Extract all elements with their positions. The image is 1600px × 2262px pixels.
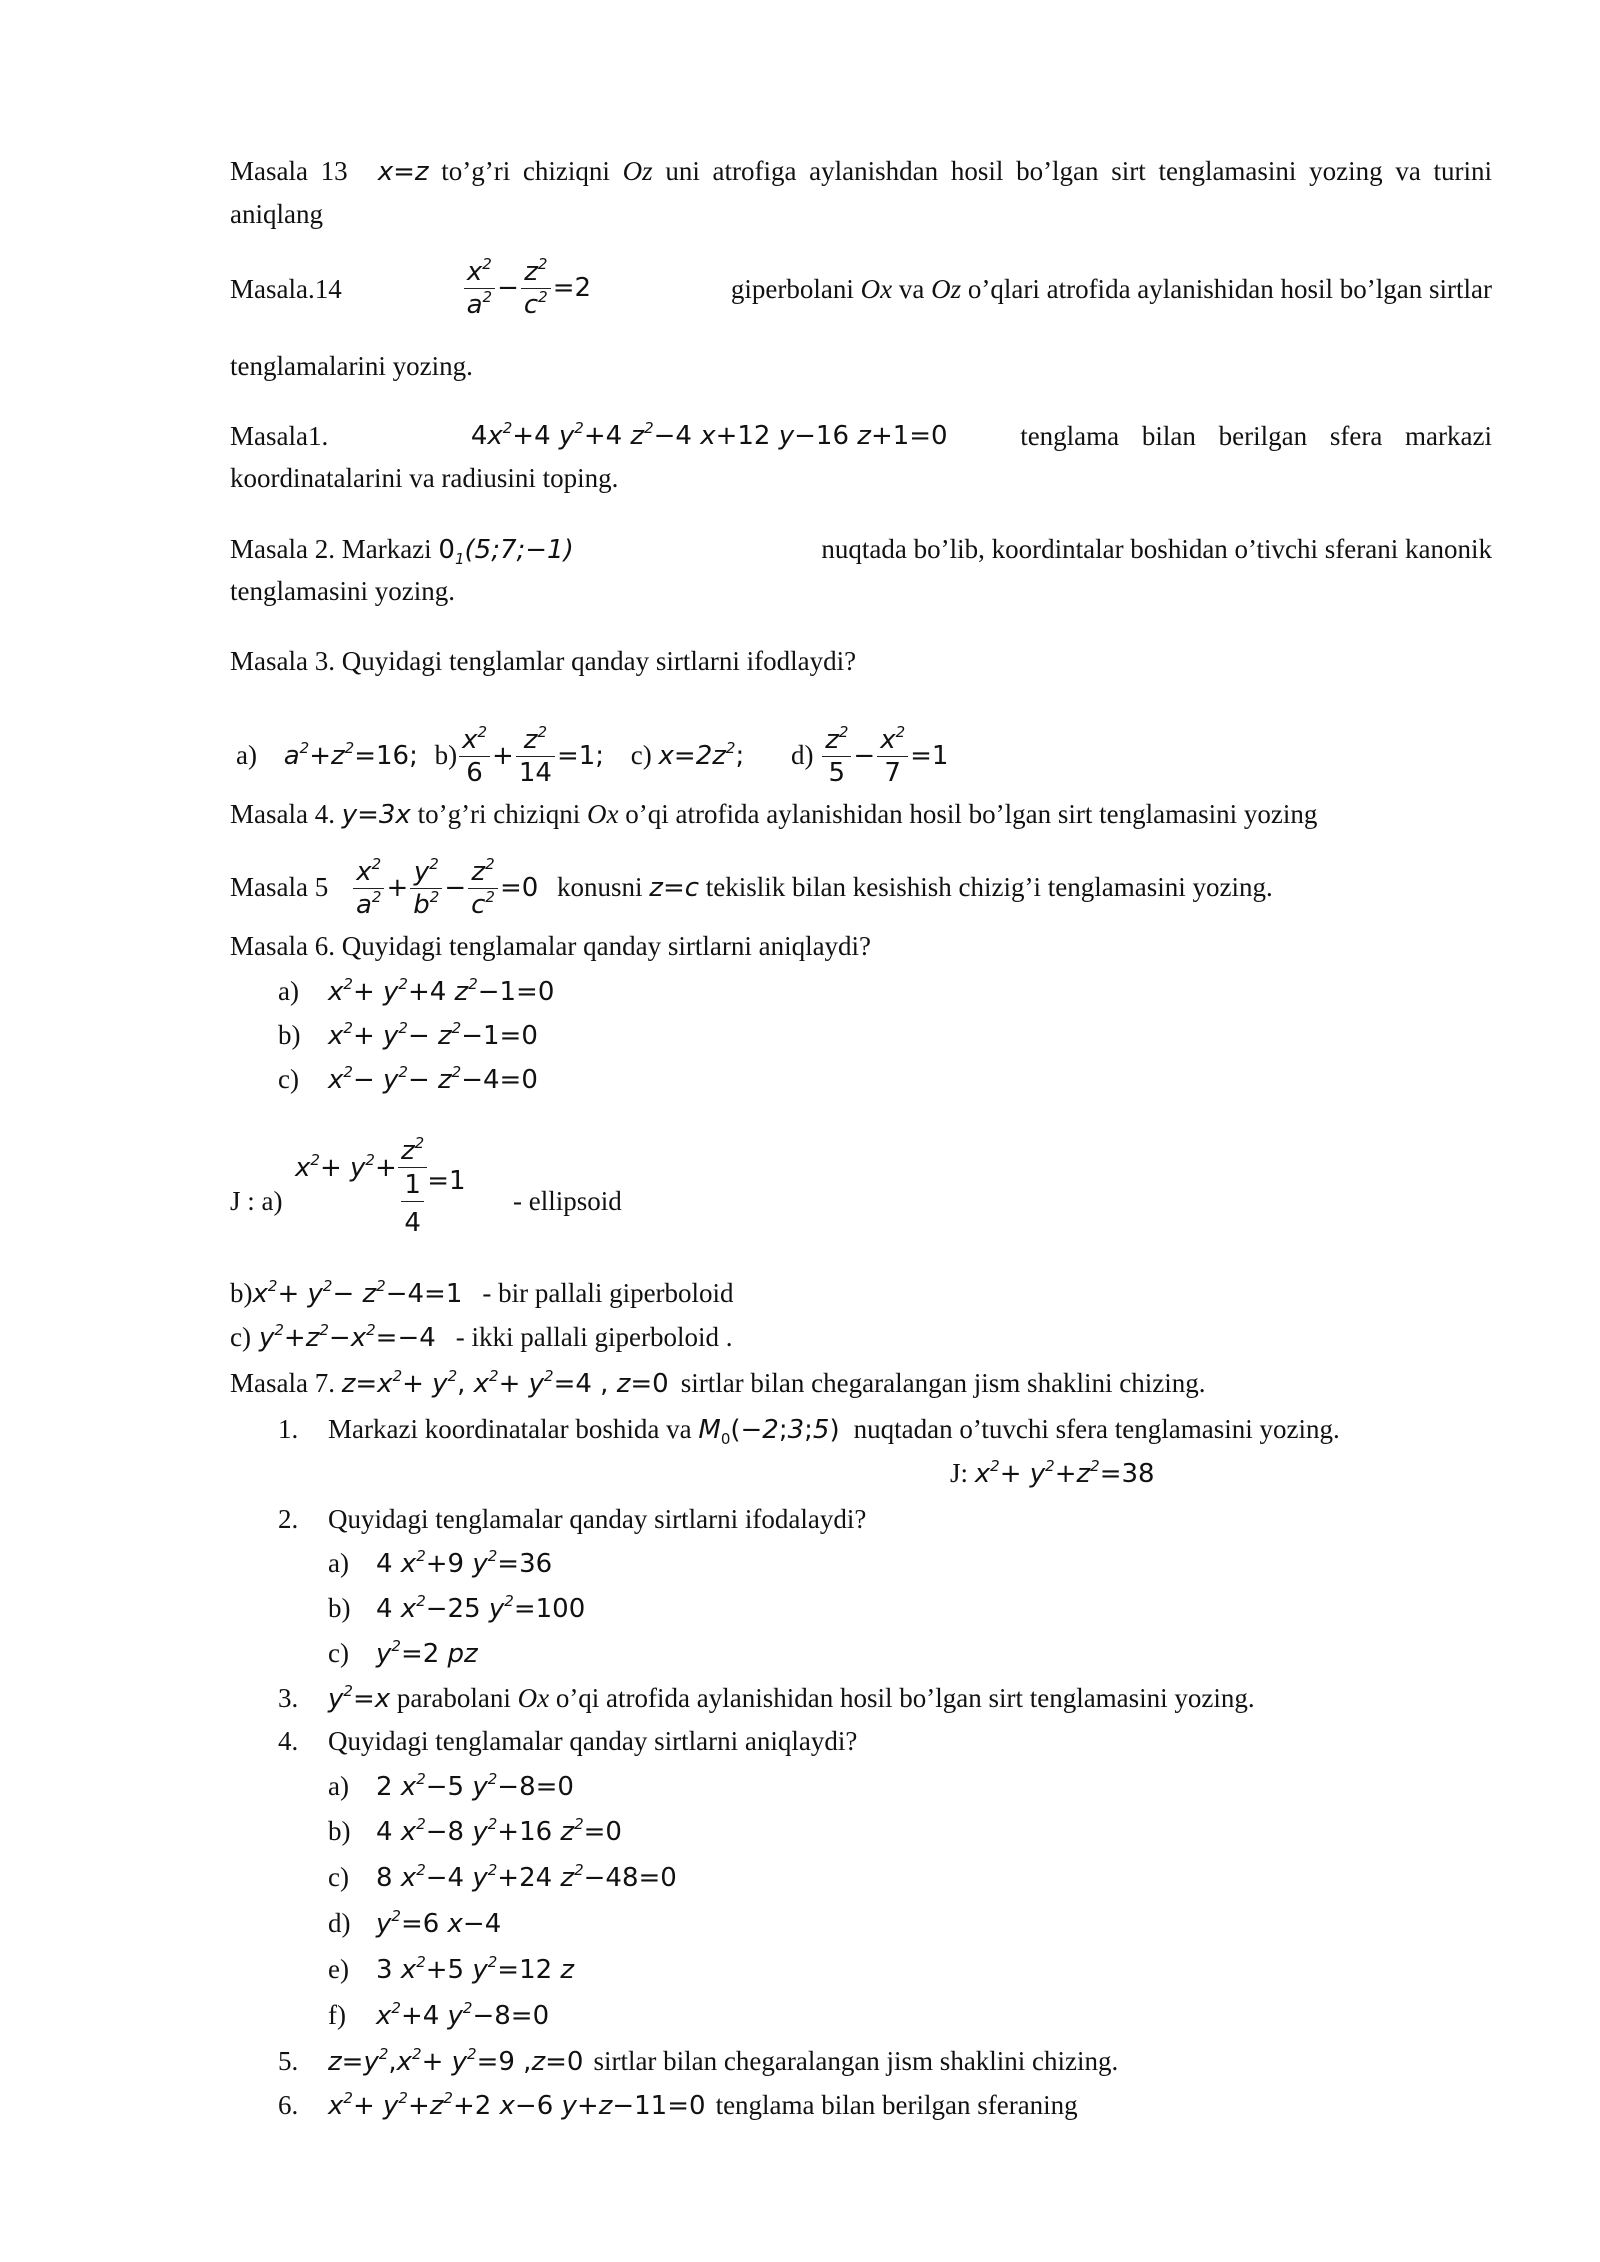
answer-a-fraction: $z^2$ 1 4 =1	[398, 1138, 466, 1236]
equation: $x^2+ y^2+4$ $z^2-1=0$	[328, 975, 555, 1007]
item-label: e)	[328, 1954, 349, 1984]
text: tenglama bilan berilgan sfera markazi	[1020, 421, 1492, 451]
item-label: b)	[328, 1593, 351, 1623]
text: Quyidagi tenglamalar qanday sirtlarni ifodalaydi?	[328, 1504, 867, 1534]
axis-name: Ox	[587, 799, 619, 829]
axis-name: Ox	[517, 1683, 550, 1713]
list-item-4f	[328, 1994, 549, 2037]
item-label: b)	[278, 1020, 301, 1050]
text: o’qlari atrofida aylanishidan hosil bo’lgan sirtlar	[961, 273, 1492, 304]
problem-13	[230, 150, 1492, 235]
text: parabolani	[390, 1683, 518, 1713]
equation: $\frac{x^2}{a^2}$ + $\frac{y^2}{b^2}$ − $\frac{z^2}{c^2}$ =0	[351, 873, 538, 903]
text: to’g’ri chiziqni	[410, 799, 588, 829]
center-point: $0_1(5;7;-1)$	[438, 535, 574, 568]
equation-tail: =2	[552, 273, 592, 303]
equation-tail: =1;	[556, 741, 605, 771]
list-item-2a	[328, 1542, 552, 1585]
item-label: b)	[230, 1278, 253, 1308]
text: sirtlar bilan chegaralangan jism shaklini chizing.	[680, 1368, 1206, 1398]
list-item-4	[278, 1720, 857, 1762]
item-label: d)	[790, 740, 814, 770]
equation: y=3x	[341, 800, 411, 830]
problem-label: Masala 7.	[230, 1368, 342, 1398]
list-item-1-answer	[950, 1452, 1155, 1495]
problem-1	[230, 415, 1492, 457]
text: nuqtadan o’tuvchi sfera tenglamasini yozing.	[853, 1414, 1340, 1444]
equation: z=c	[649, 873, 700, 903]
problem-label: Masala 5	[230, 872, 329, 902]
problem-label: Masala 13	[230, 156, 348, 186]
item-label: a)	[328, 1548, 349, 1578]
equation: $x^2+ y^2+z^2=38$	[974, 1457, 1155, 1489]
item-label: a)	[278, 976, 299, 1006]
answer-label: J:	[950, 1458, 969, 1488]
equation-tail: =1	[910, 741, 949, 771]
problem-14-line2: tenglamalarini yozing.	[230, 351, 473, 381]
item-number: 4.	[278, 1726, 299, 1756]
point-name: 0	[438, 535, 455, 565]
problem-5	[230, 855, 1273, 920]
problem-3: Masala 3. Quyidagi tenglamlar qanday sirtlarni ifodlaydi?	[230, 646, 857, 676]
list-item-1	[278, 1408, 1340, 1451]
answer-c	[230, 1316, 732, 1359]
equation-c: $x=2z^2$;	[658, 739, 745, 771]
axis-name: Oz	[931, 273, 962, 304]
text: va	[892, 273, 932, 304]
text	[230, 528, 574, 571]
equation: 4 $x^2+9$ $y^2=36$	[376, 1547, 553, 1579]
item-label: a)	[236, 740, 257, 770]
list-item-4a	[328, 1765, 574, 1808]
text: giperbolani	[730, 273, 861, 304]
item-number: 6.	[278, 2090, 299, 2120]
equation: 4 $x^2-25$ $y^2=100$	[376, 1592, 586, 1624]
item-number: 2.	[278, 1504, 299, 1534]
axis-name: Oz	[622, 156, 653, 186]
problem-4	[230, 793, 1492, 836]
text: o’qi atrofida aylanishidan hosil bo’lgan sirt tenglamasini yozing.	[549, 1683, 1255, 1713]
item-label: c)	[278, 1064, 299, 1094]
text: konusni	[557, 872, 650, 902]
item-label: b)	[328, 1816, 351, 1846]
problem-6-item-c	[278, 1058, 538, 1101]
equation-b: $\frac{x^2}{6}$ + $\frac{z^2}{14}$ =1;	[457, 741, 604, 771]
equation: $x^2+ y^2+z^2+2$ x−6 y+z−11=0	[328, 2089, 706, 2121]
problem-label: Masala1.	[230, 421, 329, 451]
text: tenglama bilan berilgan sferaning	[715, 2090, 1078, 2120]
text: uni atrofiga aylanishdan hosil bo’lgan sirt tenglamasini yozing va turini aniqlang	[230, 156, 1493, 229]
equation: $\frac{x^2}{a^2}$ − $\frac{z^2}{c^2}$ =2	[462, 258, 591, 319]
item-label: c)	[230, 1322, 251, 1352]
equation: $x^2+ y^2- z^2-4=1$	[252, 1277, 463, 1309]
problem-14	[230, 255, 1492, 320]
item-label: a)	[328, 1771, 349, 1801]
axis-name: Ox	[860, 273, 893, 304]
problem-label: Masala 2. Markazi	[230, 534, 439, 564]
equation: $y^2=2$ pz	[376, 1637, 478, 1669]
item-label: d)	[328, 1908, 351, 1938]
answer-b	[230, 1272, 734, 1315]
item-label: c)	[328, 1862, 349, 1892]
list-item-2b	[328, 1587, 585, 1630]
equation-tail: =0	[499, 873, 539, 903]
equation: $z=y^2,x^2+ y^2=9$ ,z=0	[328, 2045, 584, 2077]
list-item-3	[278, 1677, 1255, 1720]
equation-text: x=2z	[658, 741, 726, 771]
list-item-4d	[328, 1902, 501, 1945]
equation: 8 $x^2-4$ $y^2+24$ $z^2-48=0$	[376, 1861, 677, 1893]
item-label: b)	[434, 740, 458, 770]
equation: x=z	[377, 157, 429, 187]
equation: 3 $x^2+5$ $y^2=12$ z	[376, 1953, 575, 1985]
equation: $y^2=6$ x−4	[376, 1907, 502, 1939]
list-item-5	[278, 2040, 1118, 2083]
problem-label: Masala.14	[230, 273, 342, 304]
list-item-4c	[328, 1856, 677, 1899]
problem-1-line2: koordinatalarini va radiusini toping.	[230, 463, 619, 493]
answer-a-desc: - ellipsoid	[513, 1186, 622, 1216]
text: sirtlar bilan chegaralangan jism shaklini chizing.	[593, 2046, 1119, 2076]
text: o’qi atrofida aylanishidan hosil bo’lgan sirt tenglamasini yozing	[618, 799, 1318, 829]
equation: $y^2+z^2-x^2=-4$	[258, 1321, 436, 1353]
equation: $x^2+4$ $y^2-8=0$	[376, 1999, 550, 2031]
problem-7	[230, 1362, 1206, 1405]
answer-desc: - bir pallali giperboloid	[482, 1278, 734, 1308]
equation: 2 $x^2-5$ $y^2-8=0$	[376, 1770, 574, 1802]
list-item-4e	[328, 1948, 574, 1991]
text: Markazi koordinatalar boshida va	[328, 1414, 699, 1444]
text: to’g’ri chiziqni	[428, 156, 623, 186]
point: $M_0(-2;3;5)$	[698, 1415, 840, 1448]
equation: $z=x^2+ y^2$, $x^2+ y^2=4$ , z=0	[341, 1367, 669, 1399]
item-number: 3.	[278, 1683, 299, 1713]
point-coords: (5;7;−1)	[464, 535, 574, 565]
answer-a-equation: $x^2+ y^2+$	[295, 1151, 397, 1183]
list-item-2c	[328, 1632, 478, 1675]
item-label: c)	[630, 740, 652, 770]
text: tekislik bilan kesishish chizig’i tenglamasini yozing.	[699, 872, 1273, 902]
text: nuqtada bo’lib, koordintalar boshidan o’tivchi sferani kanonik	[821, 534, 1492, 564]
item-number: 1.	[278, 1414, 299, 1444]
answer-desc: - ikki pallali giperboloid .	[455, 1322, 733, 1352]
item-label: c)	[328, 1638, 349, 1668]
equation: $y^2=x$	[328, 1682, 391, 1714]
list-item-4b	[328, 1810, 622, 1853]
list-item-2	[278, 1498, 866, 1540]
item-label: f)	[328, 2000, 346, 2030]
text: Quyidagi tenglamalar qanday sirtlarni aniqlaydi?	[328, 1726, 858, 1756]
problem-6-item-b	[278, 1014, 538, 1057]
equation: $x^2+ y^2- z^2-1=0$	[328, 1019, 538, 1051]
problem-2-line2: tenglamasini yozing.	[230, 576, 455, 606]
equation-a: $a^2+z^2=16$;	[283, 739, 418, 771]
problem-2	[230, 528, 1492, 571]
equation-d: $\frac{z^2}{5}$ − $\frac{x^2}{7}$ =1	[820, 741, 948, 771]
problem-6-item-a	[278, 970, 554, 1013]
problem-label: Masala 4.	[230, 799, 342, 829]
text	[731, 268, 1492, 310]
problem-3-equations	[236, 723, 949, 788]
item-number: 5.	[278, 2046, 299, 2076]
equation: $x^2- y^2- z^2-4=0$	[328, 1063, 538, 1095]
problem-6: Masala 6. Quyidagi tenglamalar qanday sirtlarni aniqlaydi?	[230, 931, 872, 961]
list-item-6	[278, 2084, 1078, 2127]
equation: 4 $x^2-8$ $y^2+16$ $z^2=0$	[376, 1815, 622, 1847]
answer-a-label: J : a)	[230, 1186, 283, 1216]
equation: $4x^2+4$ $y^2+4$ $z^2-4$ x+12 y−16 z+1=0	[470, 419, 948, 451]
